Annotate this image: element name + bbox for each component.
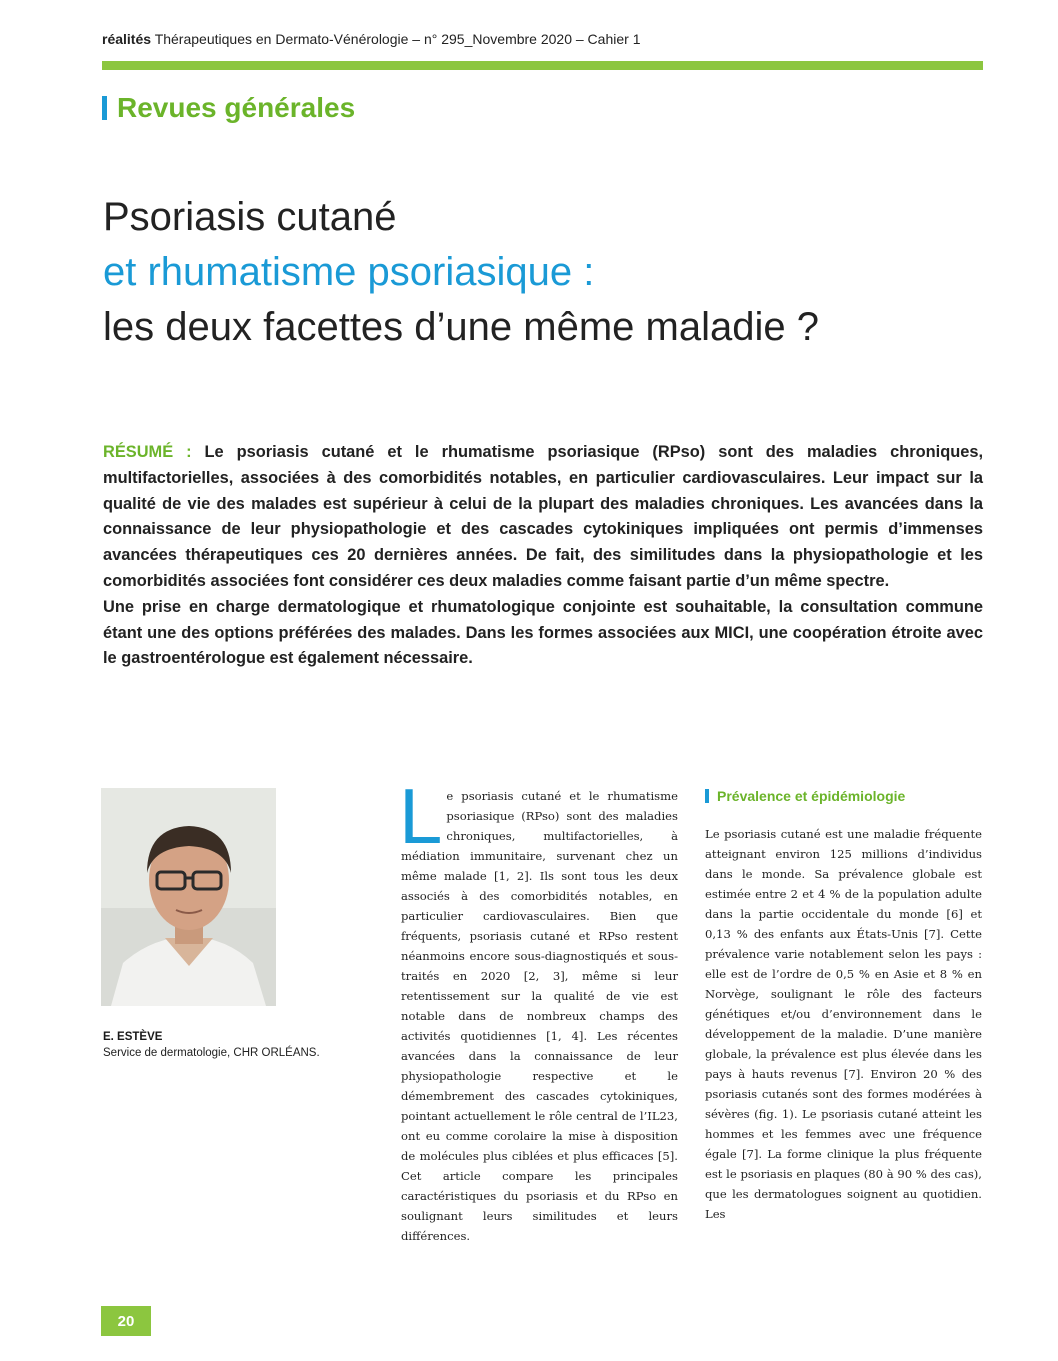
title-line-1: Psoriasis cutané: [103, 195, 397, 239]
header-rule: [102, 61, 983, 70]
subheading-label: Prévalence et épidémiologie: [717, 788, 906, 804]
abstract-para-2: Une prise en charge dermatologique et rhumatologique conjointe est souhaitable, la consultation commune étant une des options préférées des malades. Dans les formes associées aux MICI, une coopération étroite avec le gastroentérologue est également nécessaire.: [103, 597, 983, 668]
title-line-3: les deux facettes d’une même maladie ?: [103, 305, 819, 349]
body-text-2: Le psoriasis cutané est une maladie fréquente atteignant environ 125 millions d’individus dans le monde. Sa prévalence globale est estimée entre 2 et 4 % de la population adulte dans la partie occidentale du monde [6] et 0,13 % des enfants aux États-Unis [7]. Cette prévalence varie notablement selon les pays : elle est de l’ordre de 0,5 % en Asie et 8 % en Norvège, soulignant le rôle des facteurs génétiques et/ou d’environnement dans le développement de la maladie. D’une manière globale, la prévalence est plus élevée dans les pays à hauts revenus [7]. Environ 20 % des psoriasis cutanés sont des formes modérées à sévères (fig. 1). Le psoriasis cutané atteint les hommes et les femmes avec une fréquence égale [7]. La forme clinique la plus fréquente est le psoriasis en plaques (80 à 90 % des cas), que les dermatologues soignent au quotidien. Les: [705, 827, 982, 1221]
page-number: 20: [101, 1306, 151, 1336]
abstract-para-1: [103, 440, 983, 595]
section-tag: [102, 92, 355, 124]
subheading-marker: [705, 789, 709, 803]
author-photo: [101, 788, 276, 1006]
journal-issue: Thérapeutiques en Dermato-Vénérologie – n° 295_Novembre 2020 – Cahier 1: [154, 31, 641, 47]
article-title: [103, 190, 983, 355]
author-portrait-image: [101, 788, 276, 1006]
running-header: [102, 31, 982, 47]
body-text-1: e psoriasis cutané et le rhumatisme psoriasique (RPso) sont des maladies chroniques, multifactorielles, à médiation immunitaire, survenant chez un même malade [1, 2]. Ils sont tous les deux associés à des comorbidités notables, en particulier cardiovasculaires. Bien que fréquents, psoriasis cutané et RPso restent néanmoins encore sous-diagnostiqués et sous-traités en 2020 [2, 3], même si leur retentissement sur la qualité de vie est notable dans de nombreux champs des activités quotidiennes [1, 4]. Les récentes avancées dans la connaissance de leur physiopathologie respective et le démembrement des cascades cytokiniques, pointant actuellement le rôle central de l’IL23, ont eu comme corolaire la mise à disposition de molécules plus ciblées et plus efficaces [5]. Cet article compare les principales caractéristiques du psoriasis et du RPso en soulignant leurs similitudes et leurs différences.: [401, 789, 678, 1243]
section-label: Revues générales: [117, 92, 356, 123]
section-marker: [102, 96, 107, 120]
dropcap: L: [399, 772, 443, 860]
body-column-2: [705, 786, 982, 1224]
subheading: [705, 786, 982, 806]
abstract-label: RÉSUMÉ :: [103, 443, 192, 461]
title-line-2: et rhumatisme psoriasique :: [103, 250, 595, 294]
abstract: [103, 440, 983, 672]
author-affiliation: Service de dermatologie, CHR ORLÉANS.: [103, 1047, 320, 1059]
abstract-text-1: Le psoriasis cutané et le rhumatisme psoriasique (RPso) sont des maladies chroniques, multifactorielles, associées à des comorbidités notables, en particulier cardiovasculaires. Leur impact sur la qualité de vie des malades est supérieur à celui de la plupart des maladies chroniques. Les avancées dans la connaissance de leur physiopathologie et des cascades cytokiniques impliquées ont permis d’immenses avancées thérapeutiques ces 20 dernières années. De fait, des similitudes dans la physiopathologie et les comorbidités associées font considérer ces deux maladies comme faisant partie d’un même spectre.: [103, 443, 983, 590]
journal-brand: réalités: [102, 31, 152, 47]
body-column-1: [399, 772, 678, 1246]
author-name: E. ESTÈVE: [103, 1031, 163, 1043]
